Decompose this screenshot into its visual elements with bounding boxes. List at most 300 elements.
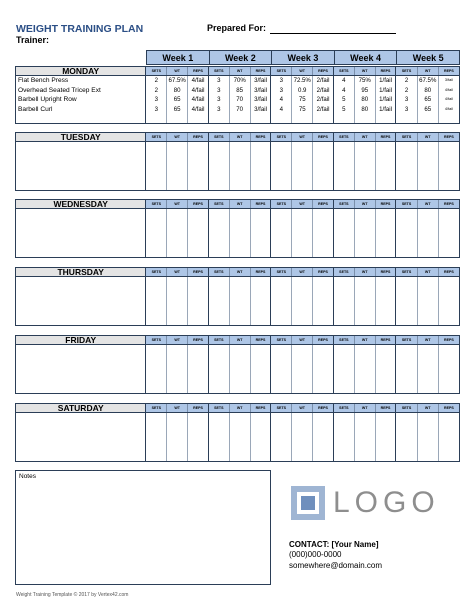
cell-value: 2/fail (316, 105, 330, 113)
cell-sets[interactable] (146, 142, 167, 190)
cell-value: 3 (217, 96, 221, 103)
week-subheader (334, 200, 397, 208)
cell-wt[interactable] (230, 209, 251, 257)
cell-reps[interactable] (376, 76, 396, 123)
subheader-wt: WT (230, 404, 251, 412)
cell-value: 3 (279, 86, 284, 94)
subheader-reps: REPS (188, 200, 208, 208)
subheader-wt: WT (355, 200, 376, 208)
cell-wt[interactable] (355, 413, 376, 461)
week-subheader (209, 200, 272, 208)
day-name: SATURDAY (16, 404, 146, 412)
subheader-reps: REPS (439, 404, 459, 412)
cell-value: 4/fail (444, 87, 453, 92)
cell-reps[interactable] (439, 142, 459, 190)
cell-sets[interactable] (396, 345, 417, 393)
cell-value: 80 (361, 96, 369, 103)
cell-sets[interactable] (271, 277, 292, 325)
cell-reps[interactable] (313, 345, 333, 393)
cell-reps[interactable] (439, 345, 459, 393)
week-1-column (146, 76, 209, 123)
week-1-column (146, 142, 209, 190)
cell-value: 4/fail (444, 97, 453, 101)
cell-reps[interactable] (439, 209, 459, 257)
cell-value: 1/fail (379, 77, 392, 84)
cell-value: 3 (279, 77, 284, 84)
cell-reps[interactable] (439, 76, 459, 123)
cell-reps[interactable] (439, 277, 459, 325)
week-subheader (396, 404, 459, 412)
week-2-column (209, 142, 272, 190)
subheader-wt: WT (230, 67, 251, 75)
week-subheader (146, 133, 209, 141)
week-5-column (396, 76, 459, 123)
exercise-column[interactable] (16, 413, 146, 461)
cell-value: 4 (342, 86, 346, 94)
week-subheader (271, 268, 334, 276)
subheader-wt: WT (230, 200, 251, 208)
cell-sets[interactable] (396, 413, 417, 461)
subheader-sets: SETS (396, 336, 417, 344)
cell-value: 65 (424, 96, 432, 103)
cell-value: 4/fail (444, 106, 453, 111)
week-subheader (334, 268, 397, 276)
subheader-wt: WT (167, 200, 188, 208)
cell-value: 80 (361, 105, 369, 113)
cell-value: 70 (236, 105, 244, 113)
day-name: TUESDAY (16, 133, 146, 141)
day-name: FRIDAY (16, 336, 146, 344)
cell-value: 3 (217, 86, 221, 94)
cell-reps[interactable] (251, 142, 271, 190)
exercise-column[interactable] (16, 142, 146, 190)
week-subheader (146, 336, 209, 344)
subheader-reps: REPS (376, 67, 396, 75)
cell-reps[interactable] (251, 413, 271, 461)
cell-sets[interactable] (396, 76, 417, 123)
cell-reps[interactable] (439, 413, 459, 461)
cell-reps[interactable] (376, 142, 396, 190)
cell-value: 3 (404, 96, 409, 103)
week-2-column (209, 345, 272, 393)
subheader-reps: REPS (439, 67, 459, 75)
subheader-sets: SETS (271, 336, 292, 344)
week-4-header: Week 4 (335, 51, 398, 64)
subheader-reps: REPS (313, 336, 333, 344)
subheader-sets: SETS (209, 268, 230, 276)
cell-sets[interactable] (334, 76, 355, 123)
week-header-row (146, 50, 460, 65)
footer-credit: Weight Training Template © 2017 by Vertex42.com (16, 592, 129, 598)
logo-text: LOGO (333, 486, 440, 519)
cell-wt[interactable] (230, 345, 251, 393)
week-1-column (146, 345, 209, 393)
cell-wt[interactable] (355, 209, 376, 257)
cell-value: 3 (404, 105, 409, 113)
week-4-column (334, 209, 397, 257)
week-subheader (334, 404, 397, 412)
subheader-sets: SETS (396, 404, 417, 412)
cell-wt[interactable] (167, 142, 188, 190)
week-subheader (209, 404, 272, 412)
week-3-column (271, 277, 334, 325)
plan-title: WEIGHT TRAINING PLAN (16, 23, 144, 35)
subheader-reps: REPS (376, 404, 396, 412)
week-subheader (146, 404, 209, 412)
week-4-column (334, 413, 397, 461)
week-subheader (146, 67, 209, 75)
cell-value: 3 (154, 96, 159, 103)
week-5-column (396, 142, 459, 190)
cell-sets[interactable] (334, 142, 355, 190)
cell-value: 3 (154, 105, 159, 113)
contact-phone: (000)000-0000 (289, 550, 342, 560)
subheader-wt: WT (418, 404, 439, 412)
week-subheader (209, 133, 272, 141)
cell-sets[interactable] (334, 277, 355, 325)
subheader-sets: SETS (146, 336, 167, 344)
contact-info (289, 540, 382, 571)
subheader-reps: REPS (313, 268, 333, 276)
week-subheader (396, 268, 459, 276)
cell-reps[interactable] (313, 209, 333, 257)
cell-wt[interactable] (230, 76, 251, 123)
subheader-wt: WT (292, 200, 313, 208)
subheader-sets: SETS (396, 268, 417, 276)
subheader-reps: REPS (188, 67, 208, 75)
cell-value: 5 (342, 105, 346, 113)
week-subheader (396, 336, 459, 344)
cell-wt[interactable] (418, 142, 439, 190)
cell-sets[interactable] (396, 277, 417, 325)
subheader-sets: SETS (271, 67, 292, 75)
week-subheader (396, 200, 459, 208)
cell-wt[interactable] (230, 413, 251, 461)
subheader-sets: SETS (209, 200, 230, 208)
subheader-wt: WT (292, 336, 313, 344)
cell-sets[interactable] (396, 209, 417, 257)
cell-value: 3/fail (254, 105, 267, 113)
cell-reps[interactable] (251, 277, 271, 325)
week-subheader (396, 67, 459, 75)
cell-value: 80 (424, 86, 432, 94)
subheader-reps: REPS (439, 336, 459, 344)
week-subheader (271, 404, 334, 412)
week-3-column (271, 345, 334, 393)
cell-sets[interactable] (146, 277, 167, 325)
cell-value: 2/fail (316, 77, 330, 84)
week-2-column (209, 277, 272, 325)
cell-reps[interactable] (313, 76, 333, 123)
subheader-sets: SETS (396, 67, 417, 75)
cell-value: 85 (236, 86, 244, 94)
subheader-reps: REPS (376, 268, 396, 276)
cell-value: 4 (342, 77, 346, 84)
cell-wt[interactable] (292, 142, 313, 190)
subheader-wt: WT (230, 133, 251, 141)
cell-sets[interactable] (146, 345, 167, 393)
subheader-reps: REPS (251, 133, 271, 141)
cell-reps[interactable] (376, 413, 396, 461)
week-subheader (146, 200, 209, 208)
cell-wt[interactable] (230, 142, 251, 190)
week-subheader (334, 133, 397, 141)
prepared-for-line[interactable] (270, 33, 396, 34)
subheader-wt: WT (292, 268, 313, 276)
subheader-wt: WT (418, 200, 439, 208)
cell-reps[interactable] (188, 345, 208, 393)
cell-reps[interactable] (251, 76, 271, 123)
cell-value: 2 (404, 86, 409, 94)
cell-value: 2 (404, 77, 409, 84)
cell-wt[interactable] (167, 76, 188, 123)
cell-reps[interactable] (251, 345, 271, 393)
subheader-reps: REPS (251, 200, 271, 208)
notes-label: Notes (19, 473, 36, 480)
cell-value: 67.5% (419, 77, 437, 84)
subheader-wt: WT (167, 336, 188, 344)
week-subheader (334, 67, 397, 75)
week-5-header: Week 5 (397, 51, 459, 64)
subheader-reps: REPS (188, 336, 208, 344)
cell-reps[interactable] (188, 209, 208, 257)
cell-reps[interactable] (313, 142, 333, 190)
cell-wt[interactable] (292, 277, 313, 325)
subheader-wt: WT (292, 404, 313, 412)
subheader-sets: SETS (334, 133, 355, 141)
week-subheader (271, 133, 334, 141)
cell-value: 65 (173, 105, 181, 113)
cell-wt[interactable] (418, 277, 439, 325)
exercise-name[interactable]: Flat Bench Press (18, 77, 69, 84)
subheader-reps: REPS (251, 67, 271, 75)
subheader-reps: REPS (376, 200, 396, 208)
exercise-name[interactable]: Barbell Upright Row (18, 96, 77, 103)
notes-box[interactable] (15, 470, 271, 585)
cell-value: 4/fail (191, 96, 205, 103)
week-4-column (334, 345, 397, 393)
cell-wt[interactable] (355, 345, 376, 393)
week-5-column (396, 345, 459, 393)
cell-value: 65 (424, 105, 432, 113)
week-4-column (334, 76, 397, 123)
week-1-column (146, 277, 209, 325)
cell-sets[interactable] (146, 413, 167, 461)
week-2-header: Week 2 (210, 51, 273, 64)
cell-wt[interactable] (167, 413, 188, 461)
trainer-label: Trainer: (16, 35, 50, 45)
cell-sets[interactable] (209, 277, 230, 325)
subheader-wt: WT (418, 336, 439, 344)
cell-value: 5 (342, 96, 346, 103)
subheader-sets: SETS (334, 336, 355, 344)
cell-value: 1/fail (379, 86, 392, 94)
cell-reps[interactable] (313, 413, 333, 461)
exercise-column[interactable] (16, 345, 146, 393)
cell-sets[interactable] (271, 209, 292, 257)
cell-wt[interactable] (418, 76, 439, 123)
cell-wt[interactable] (418, 413, 439, 461)
week-3-column (271, 142, 334, 190)
subheader-sets: SETS (146, 268, 167, 276)
week-3-header: Week 3 (272, 51, 335, 64)
exercise-column[interactable] (16, 209, 146, 257)
subheader-reps: REPS (188, 133, 208, 141)
cell-sets[interactable] (271, 142, 292, 190)
week-subheader (209, 67, 272, 75)
cell-reps[interactable] (188, 142, 208, 190)
subheader-reps: REPS (439, 200, 459, 208)
cell-wt[interactable] (292, 209, 313, 257)
cell-wt[interactable] (292, 413, 313, 461)
day-block-monday (15, 66, 460, 124)
subheader-wt: WT (167, 133, 188, 141)
cell-sets[interactable] (209, 76, 230, 123)
cell-wt[interactable] (355, 76, 376, 123)
cell-value: 80 (173, 86, 181, 94)
subheader-wt: WT (355, 336, 376, 344)
week-subheader (334, 336, 397, 344)
subheader-reps: REPS (313, 133, 333, 141)
subheader-sets: SETS (334, 268, 355, 276)
subheader-sets: SETS (271, 404, 292, 412)
subheader-sets: SETS (209, 336, 230, 344)
cell-value: 4 (279, 105, 284, 113)
cell-value: 3 (217, 105, 221, 113)
subheader-wt: WT (167, 404, 188, 412)
cell-sets[interactable] (271, 76, 292, 123)
subheader-reps: REPS (251, 268, 271, 276)
day-block-wednesday (15, 199, 460, 258)
subheader-wt: WT (167, 268, 188, 276)
cell-wt[interactable] (167, 277, 188, 325)
subheader-reps: REPS (313, 404, 333, 412)
subheader-sets: SETS (271, 200, 292, 208)
cell-value: 75 (298, 96, 306, 103)
subheader-reps: REPS (376, 133, 396, 141)
cell-value: 4/fail (191, 105, 205, 113)
exercise-name[interactable]: Barbell Curl (18, 105, 53, 113)
week-5-column (396, 277, 459, 325)
cell-wt[interactable] (355, 277, 376, 325)
subheader-wt: WT (355, 133, 376, 141)
cell-value: 67.5% (168, 77, 186, 84)
week-4-column (334, 142, 397, 190)
subheader-reps: REPS (188, 404, 208, 412)
subheader-sets: SETS (146, 404, 167, 412)
subheader-reps: REPS (439, 133, 459, 141)
subheader-sets: SETS (209, 133, 230, 141)
cell-sets[interactable] (209, 345, 230, 393)
cell-wt[interactable] (230, 277, 251, 325)
cell-wt[interactable] (292, 345, 313, 393)
cell-wt[interactable] (292, 76, 313, 123)
cell-reps[interactable] (376, 345, 396, 393)
logo (291, 486, 440, 520)
cell-wt[interactable] (418, 345, 439, 393)
week-subheader (271, 336, 334, 344)
week-subheader (209, 268, 272, 276)
cell-sets[interactable] (271, 345, 292, 393)
cell-sets[interactable] (209, 142, 230, 190)
cell-value: 95 (361, 86, 369, 94)
contact-email: somewhere@domain.com (289, 560, 383, 570)
subheader-sets: SETS (146, 200, 167, 208)
week-1-header: Week 1 (147, 51, 210, 64)
subheader-sets: SETS (396, 133, 417, 141)
week-2-column (209, 413, 272, 461)
exercise-column[interactable] (16, 76, 146, 123)
cell-value: 2 (154, 86, 159, 94)
subheader-wt: WT (355, 67, 376, 75)
cell-sets[interactable] (334, 413, 355, 461)
cell-wt[interactable] (167, 209, 188, 257)
day-block-tuesday (15, 132, 460, 191)
cell-sets[interactable] (334, 345, 355, 393)
day-block-saturday (15, 403, 460, 462)
cell-reps[interactable] (188, 413, 208, 461)
subheader-sets: SETS (146, 67, 167, 75)
subheader-wt: WT (292, 67, 313, 75)
subheader-wt: WT (230, 268, 251, 276)
cell-wt[interactable] (167, 345, 188, 393)
subheader-wt: WT (230, 336, 251, 344)
cell-value: 1/fail (379, 96, 392, 103)
cell-reps[interactable] (313, 277, 333, 325)
cell-value: 1/fail (379, 105, 392, 113)
cell-value: 72.5% (293, 77, 311, 84)
week-2-column (209, 209, 272, 257)
cell-sets[interactable] (271, 413, 292, 461)
subheader-sets: SETS (146, 133, 167, 141)
cell-value: 3/fail (254, 96, 267, 103)
cell-value: 3/fail (444, 78, 453, 82)
cell-sets[interactable] (396, 142, 417, 190)
exercise-column[interactable] (16, 277, 146, 325)
subheader-wt: WT (167, 67, 188, 75)
cell-value: 75% (358, 77, 371, 84)
cell-sets[interactable] (146, 76, 167, 123)
cell-value: 4 (279, 96, 284, 103)
subheader-wt: WT (418, 133, 439, 141)
cell-wt[interactable] (355, 142, 376, 190)
cell-sets[interactable] (209, 209, 230, 257)
cell-value: 2/fail (316, 96, 330, 103)
cell-value: 4/fail (191, 77, 205, 84)
exercise-name[interactable]: Overhead Seated Tricep Ext (18, 86, 101, 94)
cell-reps[interactable] (251, 209, 271, 257)
cell-value: 0.9 (297, 86, 307, 94)
subheader-wt: WT (355, 268, 376, 276)
cell-wt[interactable] (418, 209, 439, 257)
cell-reps[interactable] (188, 277, 208, 325)
cell-sets[interactable] (334, 209, 355, 257)
subheader-reps: REPS (251, 336, 271, 344)
subheader-sets: SETS (334, 67, 355, 75)
cell-sets[interactable] (209, 413, 230, 461)
subheader-sets: SETS (396, 200, 417, 208)
cell-value: 2/fail (316, 86, 330, 94)
cell-value: 65 (173, 96, 181, 103)
cell-reps[interactable] (188, 76, 208, 123)
subheader-wt: WT (355, 404, 376, 412)
week-3-column (271, 209, 334, 257)
subheader-reps: REPS (439, 268, 459, 276)
cell-reps[interactable] (376, 277, 396, 325)
cell-reps[interactable] (376, 209, 396, 257)
day-block-friday (15, 335, 460, 394)
cell-sets[interactable] (146, 209, 167, 257)
